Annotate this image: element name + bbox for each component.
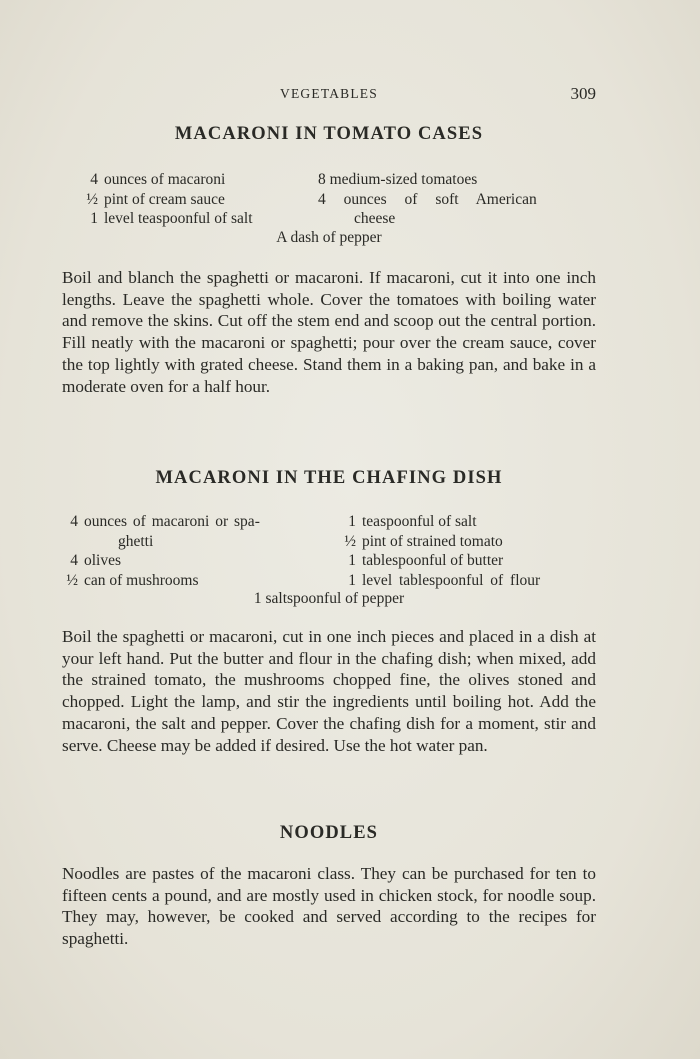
ingredient-list-right xyxy=(342,512,540,590)
ingredient-item: 8 medium-sized tomatoes xyxy=(318,171,478,188)
ingredient-item: 1 level tablespoonful of flour xyxy=(348,571,541,589)
page-header xyxy=(62,86,596,110)
ingredient-item: 4 ounces of macaroni xyxy=(90,171,226,188)
page-number: 309 xyxy=(570,84,596,103)
running-head: VEGETABLES xyxy=(280,86,378,101)
ingredient-item: cheese xyxy=(354,210,396,227)
recipe-title-noodles: NOODLES xyxy=(279,823,379,843)
ingredient-item: 1 level teaspoonful of salt xyxy=(90,210,253,227)
recipe-title-tomato-cases: MACARONI IN TOMATO CASES xyxy=(174,124,484,144)
ingredient-list-right xyxy=(318,170,537,229)
ingredient-item: 4 ounces of macaroni or spa- xyxy=(70,513,260,530)
recipe-title-chafing-dish: MACARONI IN THE CHAFING DISH xyxy=(155,468,503,488)
ingredient-centered: 1 saltspoonful of pepper xyxy=(253,590,405,607)
ingredient-item: 4 olives xyxy=(70,552,122,569)
method-paragraph: Boil the spaghetti or macaroni, cut in one inch pieces and placed in a dish at your left hand. Put the butter and flour in the chafing dish; when mixed, add the strained tomato, the mushrooms chopped fine, the olives stoned and chopped. Light the lamp, and stir the ingredients until boiling hot. Add the macaroni, the salt and pepper. Cover the chafing dish for a moment, stir and serve. Cheese may be added if desired. Use the hot water pan. xyxy=(62,627,596,755)
ingredient-item: ½ pint of cream sauce xyxy=(86,190,225,208)
ingredient-list-left xyxy=(64,512,260,590)
ingredient-centered: A dash of pepper xyxy=(276,229,382,246)
ingredient-item: ghetti xyxy=(118,532,154,550)
ingredient-item: 1 tablespoonful of butter xyxy=(348,552,504,569)
method-paragraph: Boil and blanch the spaghetti or macaroni. If macaroni, cut it into one inch lengths. Leave the spaghetti whole. Cover the tomatoes with boiling water and remove the skins. Cut off the stem end and scoop out the central portion. Fill neatly with the macaroni or spaghetti; pour over the cream sauce, cover the top lightly with grated cheese. Stand them in a baking pan, and bake in a moderate oven for a half hour. xyxy=(62,268,596,396)
ingredient-item: ½ pint of strained tomato xyxy=(344,532,503,550)
ingredient-item: ½ can of mushrooms xyxy=(66,571,199,589)
ingredient-list-left xyxy=(84,170,253,229)
method-paragraph: Noodles are pastes of the macaroni class. They can be purchased for ten to fifteen cents a pound, and are mostly used in chicken stock, for noodle soup. They may, however, be cooked and served according to the recipes for spaghetti. xyxy=(62,864,596,949)
ingredient-item: 1 teaspoonful of salt xyxy=(348,513,477,530)
ingredient-item: 4 ounces of soft American xyxy=(318,190,537,208)
